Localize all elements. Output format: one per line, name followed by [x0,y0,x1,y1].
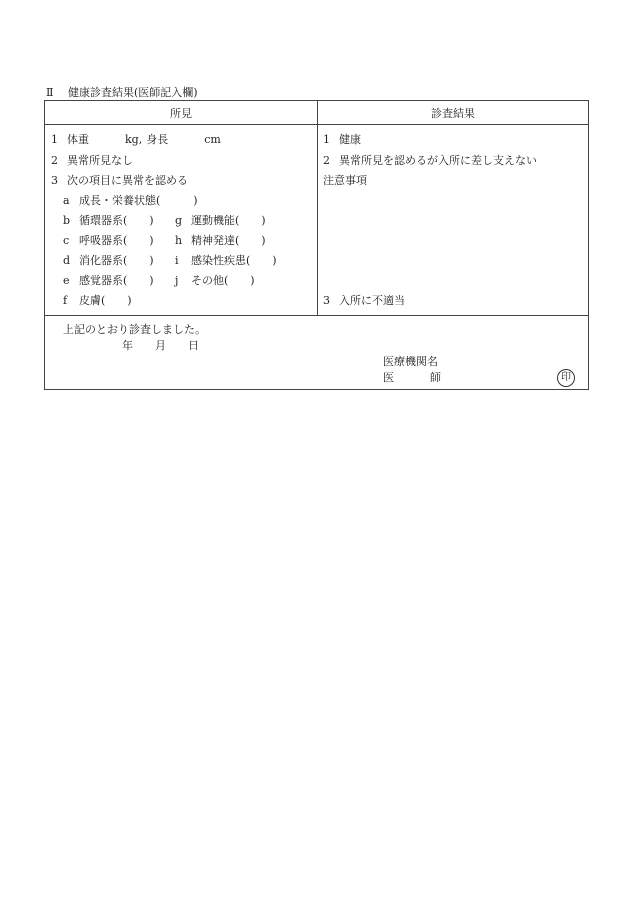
result-acceptable[interactable]: 2 異常所見を認めるが入所に差し支えない [323,154,537,167]
finding-item-j[interactable]: j その他( ) [175,274,255,287]
column-divider [317,101,318,315]
finding-item-f[interactable]: f 皮膚( ) [63,294,132,307]
weight-label: 体重 [67,133,89,146]
notes-label: 注意事項 [323,174,367,187]
results-header: 診査結果 [431,107,475,120]
finding-item-e[interactable]: e 感覚器系( ) [63,274,154,287]
header-divider [45,124,588,125]
footer-divider [45,315,588,316]
finding-item-h[interactable]: h 精神発達( ) [175,234,266,247]
height-label: 身長 [146,133,169,146]
institution-label: 医療機関名 [383,355,438,368]
finding-item-g[interactable]: g 運動機能( ) [175,214,266,227]
height-field[interactable]: cm [204,133,221,146]
finding-item-i[interactable]: i 感染性疾患( ) [175,254,277,267]
weight-field[interactable]: kg, [125,133,143,146]
finding-no-abnormality[interactable]: 2 異常所見なし [51,154,133,167]
month-label: 月 [155,339,166,352]
doctor-label: 医 師 [383,371,441,384]
date-line[interactable] [122,339,199,353]
section-heading [46,84,198,100]
finding-weight-height: 1 体重 kg, 身長 cm [51,133,221,146]
finding-abnormality-found[interactable]: 3 次の項目に異常を認める [51,174,188,187]
section-number: Ⅱ [46,86,54,99]
result-unsuitable[interactable]: 3 入所に不適当 [323,294,405,307]
finding-item-b[interactable]: b 循環器系( ) [63,214,154,227]
year-label: 年 [122,339,133,352]
finding-item-c[interactable]: c 呼吸器系( ) [63,234,154,247]
finding-item-a[interactable]: a 成長・栄養状態( ) [63,194,198,207]
seal-icon: 印 [557,369,575,387]
finding-item-d[interactable]: d 消化器系( ) [63,254,154,267]
section-title: 健康診査結果(医師記入欄) [68,86,198,99]
health-exam-form [44,100,589,390]
result-healthy[interactable]: 1 健康 [323,133,361,146]
findings-header: 所見 [170,107,192,120]
exam-statement: 上記のとおり診査しました。 [63,323,206,336]
day-label: 日 [188,339,199,352]
